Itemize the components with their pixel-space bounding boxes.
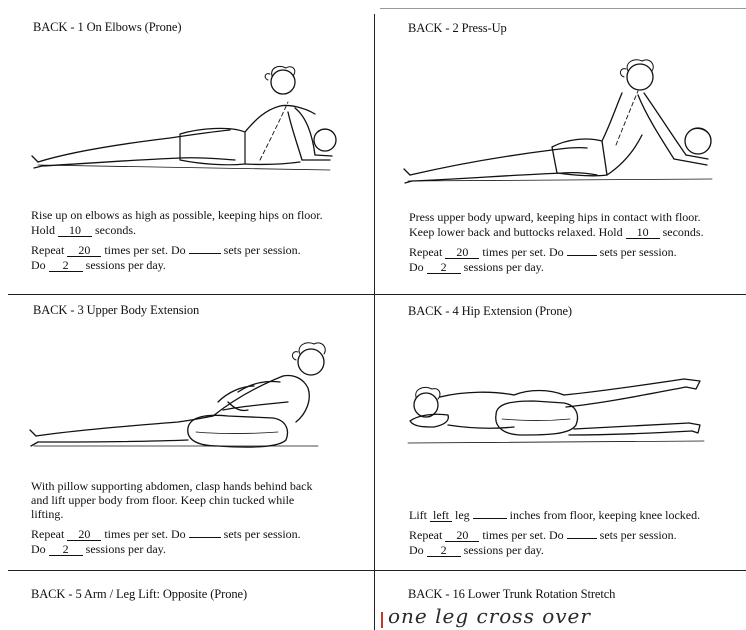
exercise-3-do: Do 2 sessions per day.: [31, 542, 166, 556]
exercise-3-line3: lifting.: [31, 507, 64, 521]
exercise-2-do: Do 2 sessions per day.: [409, 260, 544, 274]
exercise-2-title: BACK - 2 Press-Up: [408, 21, 507, 35]
exercise-2-hold-value: 10: [626, 226, 660, 239]
exercise-1-title: BACK - 1 On Elbows (Prone): [33, 20, 182, 34]
exercise-3-line1: With pillow supporting abdomen, clasp hands behind back: [31, 479, 313, 493]
exercise-4-title: BACK - 4 Hip Extension (Prone): [408, 304, 572, 318]
exercise-4-illustration: [404, 365, 724, 450]
exercise-4-lift: Lift left leg inches from floor, keeping knee locked.: [409, 508, 701, 522]
exercise-1-sets-blank: [189, 253, 221, 254]
top-border: [380, 8, 746, 9]
handwritten-note: one leg cross over: [388, 604, 591, 628]
exercise-3-illustration: [28, 330, 358, 455]
row-divider-1: [8, 294, 746, 295]
exercise-4-sets-blank: [567, 538, 597, 539]
exercise-3-repeat: Repeat 20 times per set. Do sets per session.: [31, 527, 301, 541]
exercise-4-repeat: Repeat 20 times per set. Do sets per session.: [409, 528, 677, 542]
exercise-1-hold: Hold 10 seconds.: [31, 223, 136, 237]
exercise-3-title: BACK - 3 Upper Body Extension: [33, 303, 200, 317]
exercise-1-do: Do 2 sessions per day.: [31, 258, 166, 272]
exercise-1-repeat-value: 20: [67, 244, 101, 257]
red-pen-mark: [381, 612, 383, 628]
column-divider: [374, 14, 375, 630]
exercise-1-repeat: Repeat 20 times per set. Do sets per session.: [31, 243, 301, 257]
exercise-4-repeat-value: 20: [445, 529, 479, 542]
exercise-4-inches-blank: [473, 518, 507, 519]
row-divider-2: [8, 570, 746, 571]
exercise-1-hold-value: 10: [58, 224, 92, 237]
exercise-2-illustration: [402, 55, 732, 190]
exercise-3-repeat-value: 20: [67, 528, 101, 541]
exercise-6-title: BACK - 16 Lower Trunk Rotation Stretch: [408, 587, 616, 601]
exercise-2-line1: Press upper body upward, keeping hips in contact with floor.: [409, 210, 701, 224]
exercise-1-line1: Rise up on elbows as high as possible, keeping hips on floor.: [31, 208, 323, 222]
exercise-4-lift-value: left: [430, 509, 452, 522]
exercise-2-line2: Keep lower back and buttocks relaxed. Hold 10 seconds.: [409, 225, 704, 239]
exercise-2-repeat-value: 20: [445, 246, 479, 259]
exercise-2-repeat: Repeat 20 times per set. Do sets per session.: [409, 245, 677, 259]
exercise-1-do-value: 2: [49, 259, 83, 272]
exercise-5-title: BACK - 5 Arm / Leg Lift: Opposite (Prone): [31, 587, 248, 601]
exercise-4-do: Do 2 sessions per day.: [409, 543, 544, 557]
exercise-1-illustration: [30, 60, 360, 180]
exercise-2-do-value: 2: [427, 261, 461, 274]
exercise-3-sets-blank: [189, 537, 221, 538]
exercise-2-sets-blank: [567, 255, 597, 256]
exercise-3-do-value: 2: [49, 543, 83, 556]
exercise-4-do-value: 2: [427, 544, 461, 557]
exercise-3-line2: and lift upper body from floor. Keep chin tucked while: [31, 493, 295, 507]
